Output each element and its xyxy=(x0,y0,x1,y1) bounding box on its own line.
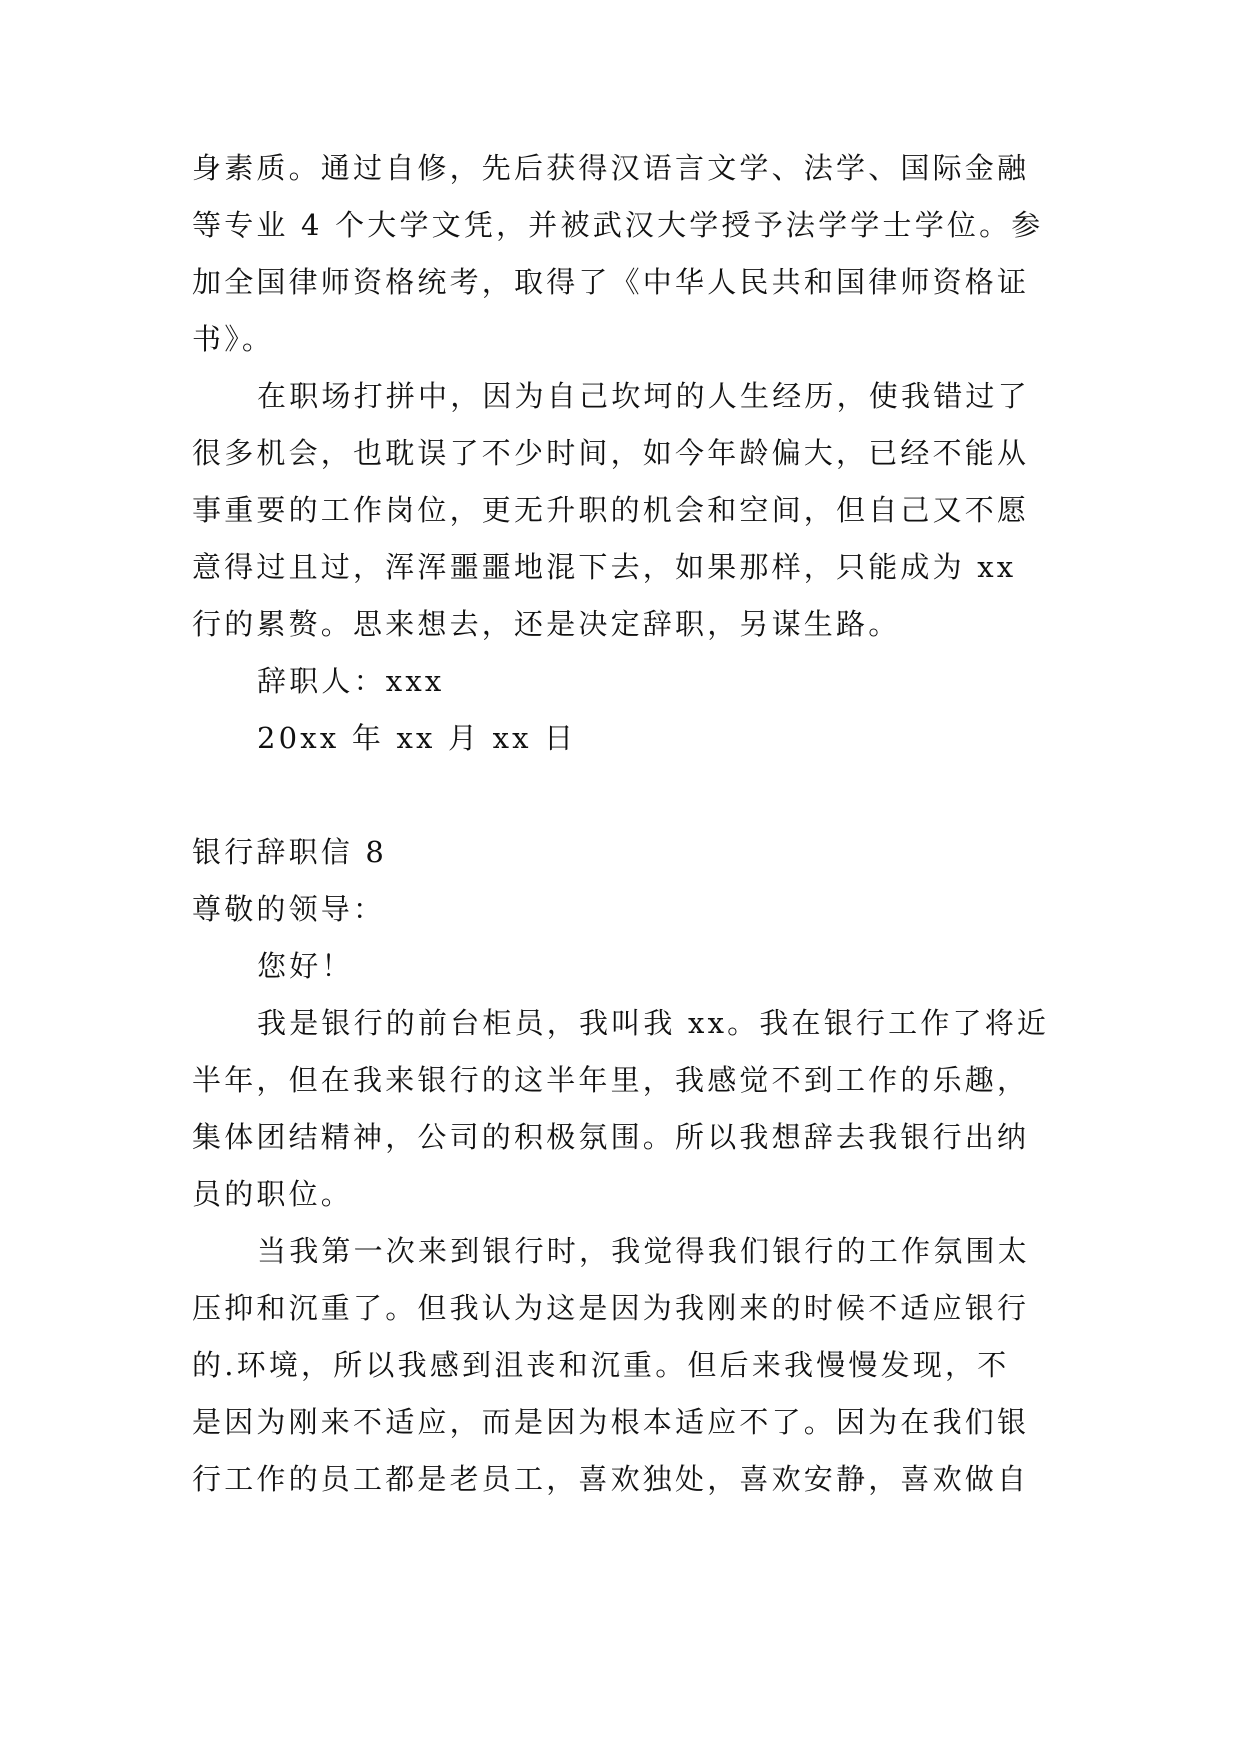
paragraph-line: 当我第一次来到银行时，我觉得我们银行的工作氛围太 xyxy=(257,1234,1030,1268)
paragraph-line: 意得过且过，浑浑噩噩地混下去，如果那样，只能成为 xx xyxy=(192,550,1017,584)
paragraph-line: 行的累赘。思来想去，还是决定辞职，另谋生路。 xyxy=(192,607,901,641)
signer-line: 辞职人：xxx xyxy=(257,664,445,698)
paragraph-line: 是因为刚来不适应，而是因为根本适应不了。因为在我们银 xyxy=(192,1405,1030,1439)
greeting: 您好！ xyxy=(257,949,354,983)
paragraph-line: 压抑和沉重了。但我认为这是因为我刚来的时候不适应银行 xyxy=(192,1291,1030,1325)
paragraph-line: 员的职位。 xyxy=(192,1177,354,1211)
paragraph-line: 行工作的员工都是老员工，喜欢独处，喜欢安静，喜欢做自 xyxy=(192,1462,1030,1496)
paragraph-line: 半年，但在我来银行的这半年里，我感觉不到工作的乐趣， xyxy=(192,1063,1030,1097)
date-line: 20xx 年 xx 月 xx 日 xyxy=(257,721,577,755)
paragraph-line: 加全国律师资格统考，取得了《中华人民共和国律师资格证 xyxy=(192,265,1030,299)
paragraph-line: 集体团结精神，公司的积极氛围。所以我想辞去我银行出纳 xyxy=(192,1120,1030,1154)
paragraph-line: 事重要的工作岗位，更无升职的机会和空间，但自己又不愿 xyxy=(192,493,1030,527)
paragraph-line: 书》。 xyxy=(192,322,275,356)
paragraph-line: 身素质。通过自修，先后获得汉语言文学、法学、国际金融 xyxy=(192,151,1030,185)
paragraph-line: 等专业 4 个大学文凭，并被武汉大学授予法学学士学位。参 xyxy=(192,208,1044,242)
salutation: 尊敬的领导： xyxy=(192,892,386,926)
paragraph-line: 在职场打拼中，因为自己坎坷的人生经历，使我错过了 xyxy=(257,379,1030,413)
paragraph-line: 我是银行的前台柜员，我叫我 xx。我在银行工作了将近 xyxy=(257,1006,1050,1040)
paragraph-line: 很多机会，也耽误了不少时间，如今年龄偏大，已经不能从 xyxy=(192,436,1030,470)
paragraph-line: 的.环境，所以我感到沮丧和沉重。但后来我慢慢发现，不 xyxy=(192,1348,1010,1382)
section-title: 银行辞职信 8 xyxy=(192,835,388,869)
